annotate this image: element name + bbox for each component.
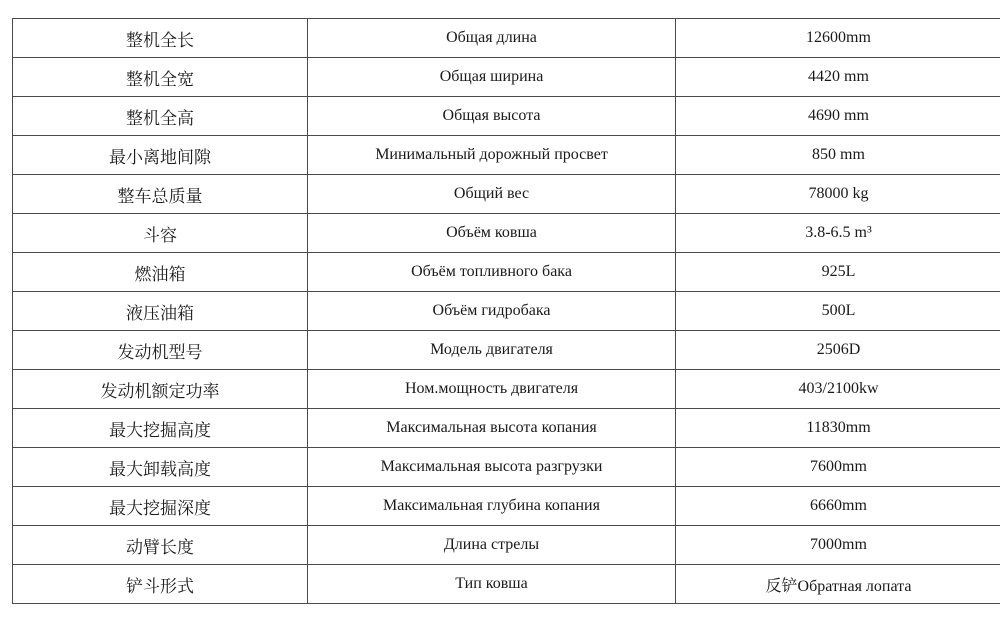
param-name-ru-cell: Максимальная глубина копания [308, 487, 676, 526]
table-row [13, 565, 1000, 604]
table-row [13, 175, 1000, 214]
param-value-cell: 12600mm [676, 19, 1000, 58]
table-row [13, 58, 1000, 97]
table-row [13, 370, 1000, 409]
param-name-zh-cell: 发动机额定功率 [13, 370, 308, 409]
table-row [13, 487, 1000, 526]
param-name-ru-cell: Тип ковша [308, 565, 676, 604]
param-value-cell: 3.8-6.5 m³ [676, 214, 1000, 253]
table-row [13, 526, 1000, 565]
table-row [13, 331, 1000, 370]
param-name-ru-cell: Объём гидробака [308, 292, 676, 331]
param-name-zh-cell: 最大卸载高度 [13, 448, 308, 487]
param-name-ru-cell: Максимальная высота разгрузки [308, 448, 676, 487]
param-name-zh-cell: 最大挖掘深度 [13, 487, 308, 526]
table-row [13, 136, 1000, 175]
param-name-ru-cell: Максимальная высота копания [308, 409, 676, 448]
table-row [13, 292, 1000, 331]
param-name-ru-cell: Ном.мощность двигателя [308, 370, 676, 409]
param-name-ru-cell: Минимальный дорожный просвет [308, 136, 676, 175]
param-name-zh-cell: 燃油箱 [13, 253, 308, 292]
spec-table [12, 18, 1000, 604]
param-name-ru-cell: Общая ширина [308, 58, 676, 97]
param-name-zh-cell: 动臂长度 [13, 526, 308, 565]
param-value-cell: 78000 kg [676, 175, 1000, 214]
param-name-zh-cell: 发动机型号 [13, 331, 308, 370]
param-value-cell: 11830mm [676, 409, 1000, 448]
param-name-zh-cell: 液压油箱 [13, 292, 308, 331]
param-name-zh-cell: 最大挖掘高度 [13, 409, 308, 448]
param-name-ru-cell: Объём ковша [308, 214, 676, 253]
param-name-ru-cell: Длина стрелы [308, 526, 676, 565]
param-value-cell: 反铲Обратная лопата [676, 565, 1000, 604]
param-name-zh-cell: 最小离地间隙 [13, 136, 308, 175]
param-value-cell: 850 mm [676, 136, 1000, 175]
param-name-ru-cell: Объём топливного бака [308, 253, 676, 292]
param-value-cell: 500L [676, 292, 1000, 331]
param-name-zh-cell: 整机全长 [13, 19, 308, 58]
table-row [13, 19, 1000, 58]
table-row [13, 253, 1000, 292]
param-value-cell: 6660mm [676, 487, 1000, 526]
param-name-ru-cell: Общая длина [308, 19, 676, 58]
table-row [13, 409, 1000, 448]
spec-table-body [13, 19, 1000, 604]
param-name-zh-cell: 整车总质量 [13, 175, 308, 214]
param-value-cell: 925L [676, 253, 1000, 292]
param-name-ru-cell: Модель двигателя [308, 331, 676, 370]
table-row [13, 97, 1000, 136]
param-name-zh-cell: 铲斗形式 [13, 565, 308, 604]
param-name-zh-cell: 斗容 [13, 214, 308, 253]
param-value-cell: 2506D [676, 331, 1000, 370]
param-name-zh-cell: 整机全宽 [13, 58, 308, 97]
param-name-ru-cell: Общий вес [308, 175, 676, 214]
table-row [13, 448, 1000, 487]
param-value-cell: 7000mm [676, 526, 1000, 565]
param-value-cell: 7600mm [676, 448, 1000, 487]
param-value-cell: 4690 mm [676, 97, 1000, 136]
param-name-ru-cell: Общая высота [308, 97, 676, 136]
param-value-cell: 403/2100kw [676, 370, 1000, 409]
table-row [13, 214, 1000, 253]
param-value-cell: 4420 mm [676, 58, 1000, 97]
param-name-zh-cell: 整机全高 [13, 97, 308, 136]
